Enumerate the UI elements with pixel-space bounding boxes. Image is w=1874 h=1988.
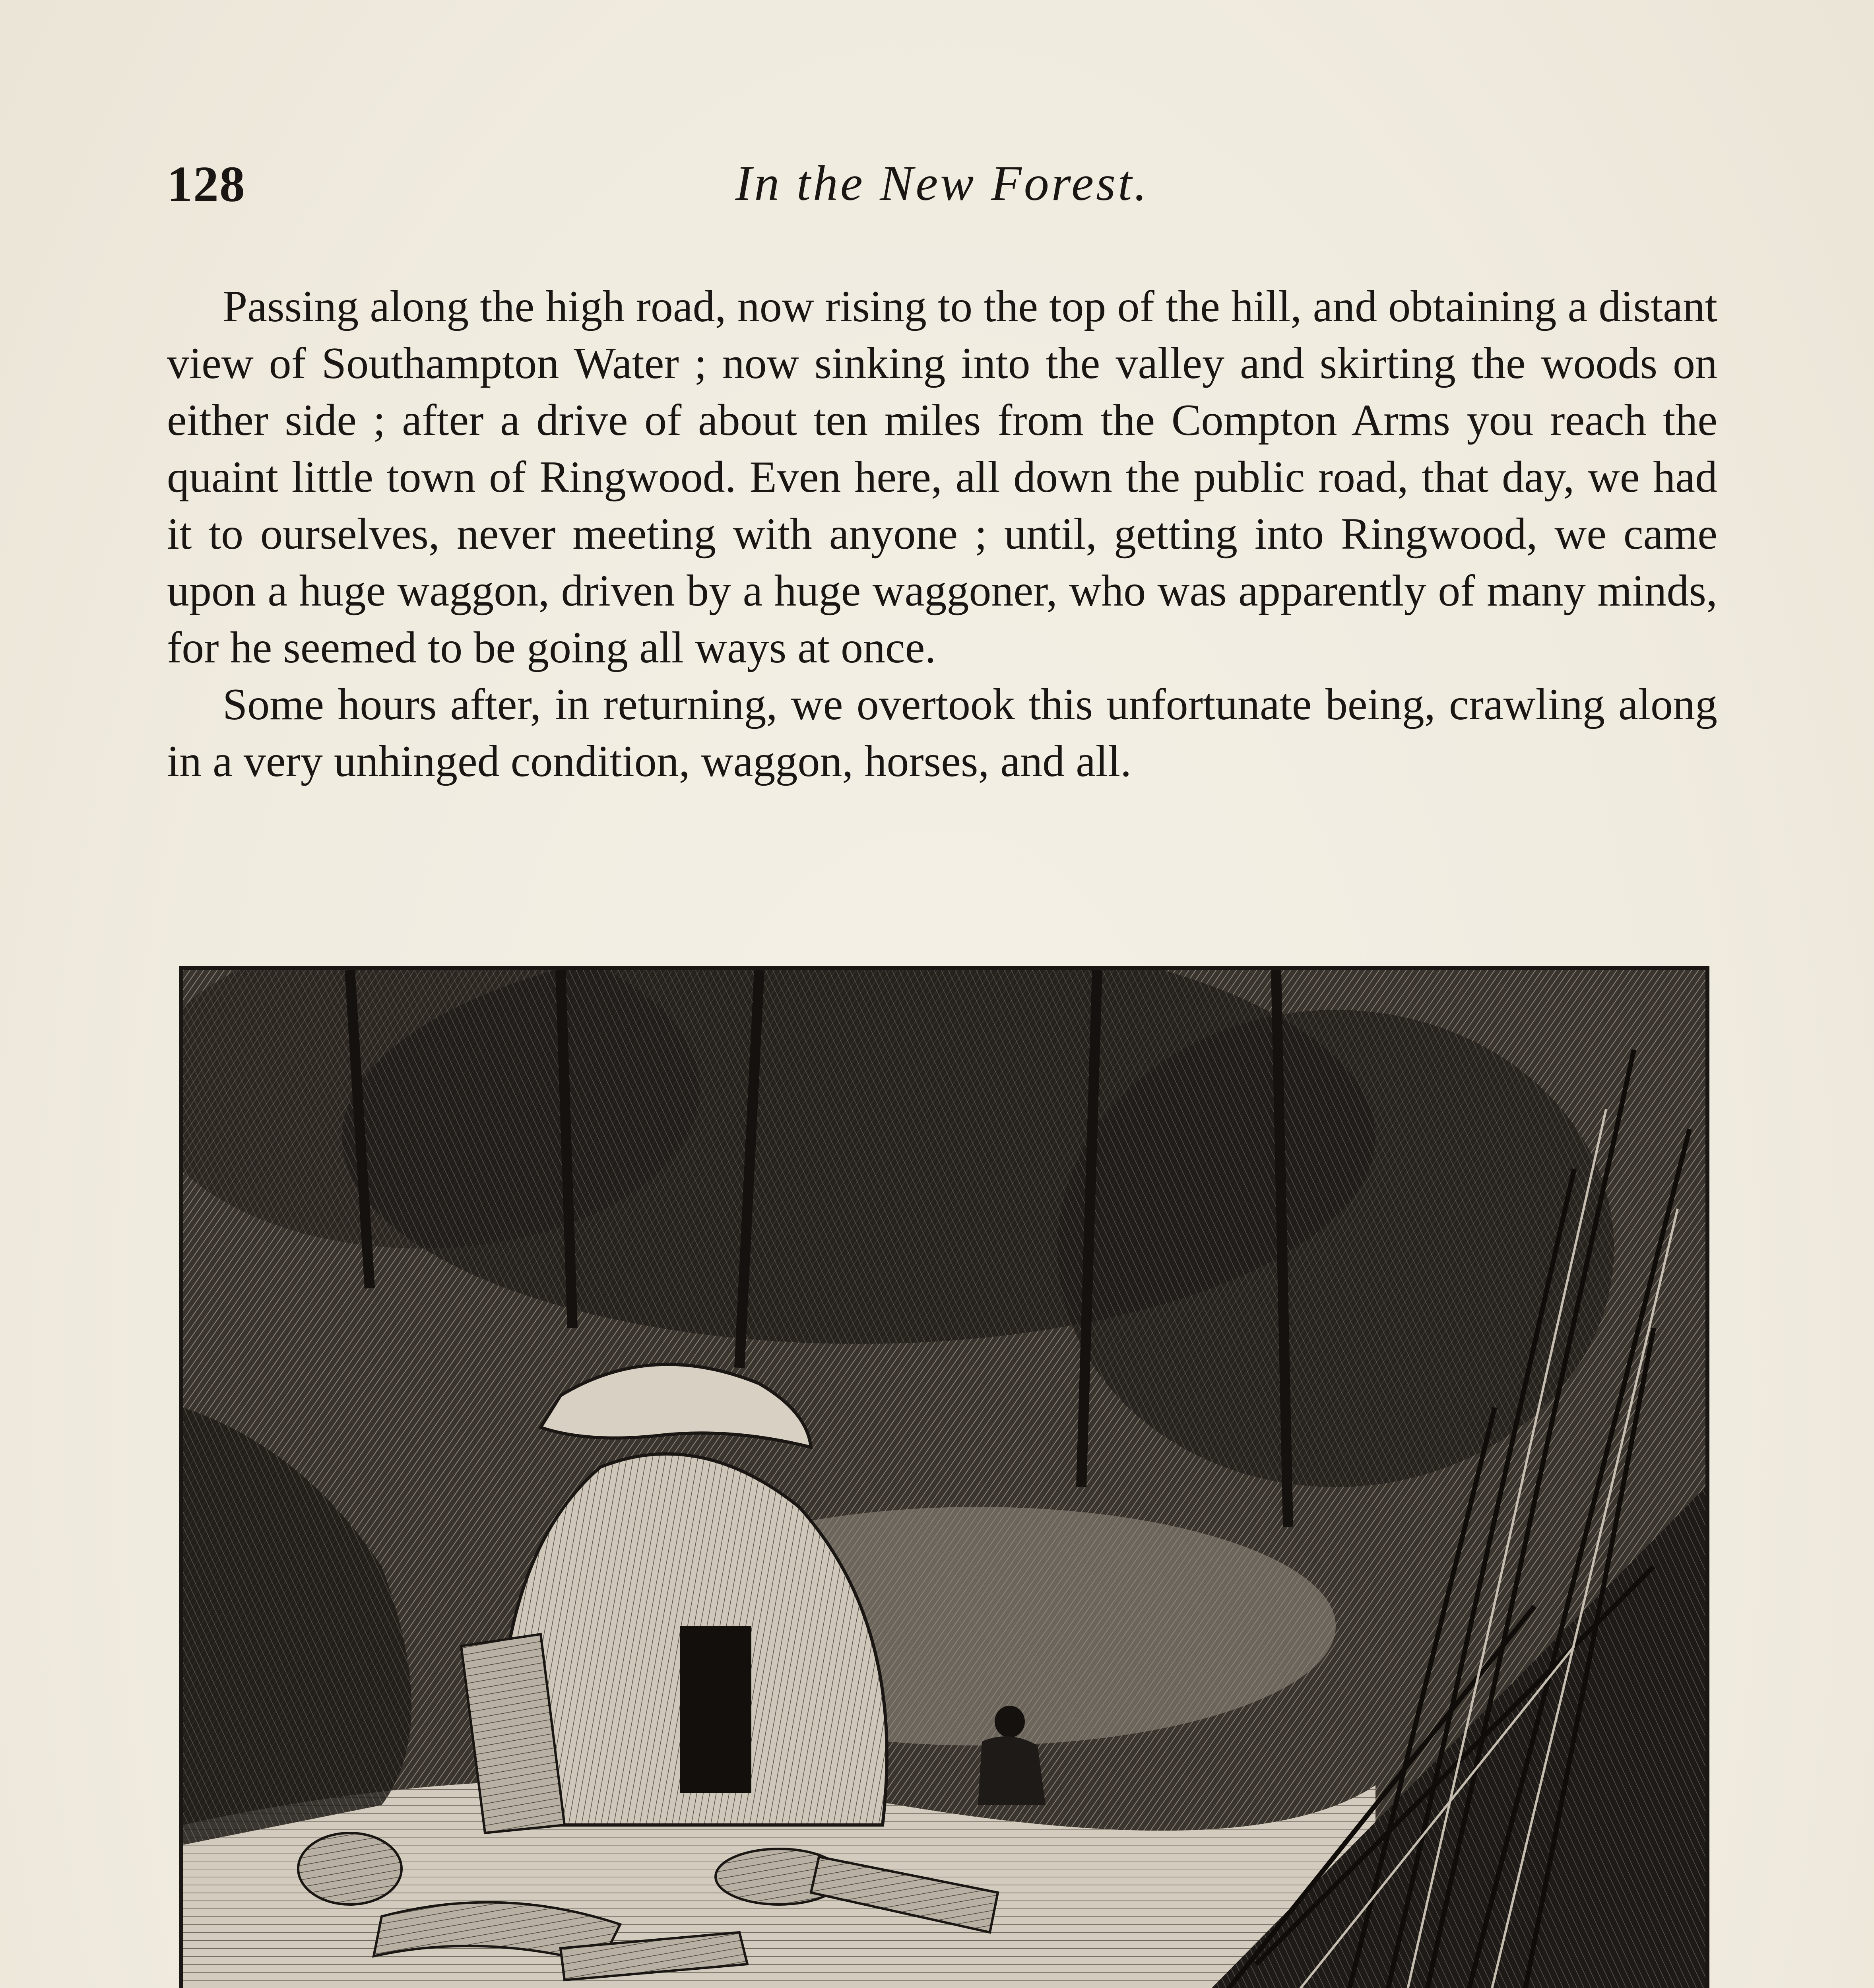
page-number: 128 (167, 156, 246, 212)
engraving-illustration (179, 966, 1709, 1988)
paragraph: Some hours after, in returning, we overtook this unfortunate being, crawling along in a very unhinged condition, waggon, horses, and all. (167, 680, 1717, 786)
running-title: In the New Forest. (735, 156, 1149, 211)
text-before-figure (167, 278, 1717, 790)
paragraph: Passing along the high road, now rising to the top of the hill, and obtaining a distant view of Southampton Water ; now sinking into the valley and skirting the woods on either side ; after a drive of about ten miles from the Compton Arms you reach the quaint little town of Ringwood. Even here, all down the public road, that day, we had it to ourselves, never meeting with anyone ; until, getting into Ringwood, we came upon a huge waggon, driven by a huge waggoner, who was apparently of many minds, for he seemed to be going all ways at once. (167, 282, 1717, 672)
page-header (167, 155, 1717, 235)
